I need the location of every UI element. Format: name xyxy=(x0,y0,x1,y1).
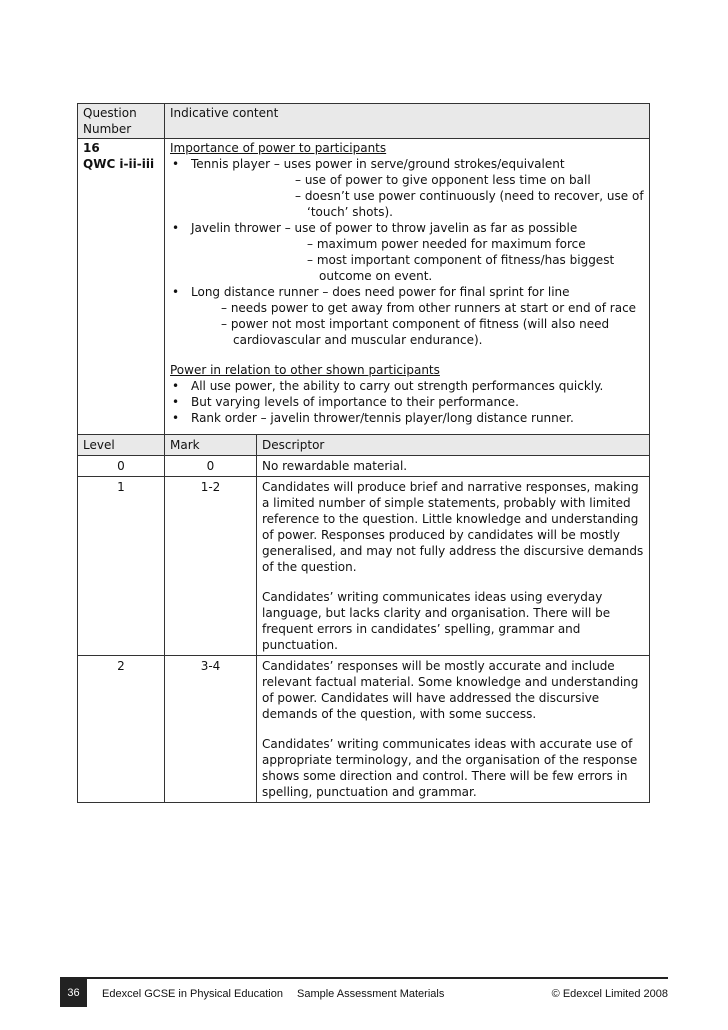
descriptor-text: Candidates’ writing communicates ideas using everyday language, but lacks clarity and organisation. There will be frequent errors in candidates’ spelling, grammar and punctuation. xyxy=(262,590,611,652)
question-number-header: Question Number xyxy=(78,104,165,139)
descriptor-text: Candidates will produce brief and narrative responses, making a limited number of simple statements, probably with limited reference to the question. Little knowledge and understanding of power. Responses produced by candidates will be mostly generalised, and may not fully address the discursive demands of the question. xyxy=(262,480,644,574)
list-item: • Rank order – javelin thrower/tennis player/long distance runner. xyxy=(170,410,644,426)
footer-title: Edexcel GCSE in Physical Education xyxy=(102,988,283,1000)
levels-table xyxy=(77,434,650,803)
list-item: • But varying levels of importance to their performance. xyxy=(170,394,644,410)
indicative-content-header: Indicative content xyxy=(165,104,650,139)
level-value: 0 xyxy=(78,456,165,477)
participant-list xyxy=(170,156,644,348)
table-row xyxy=(78,656,650,803)
indicative-content-cell xyxy=(165,139,650,435)
question-table xyxy=(77,103,650,435)
descriptor-header: Descriptor xyxy=(257,435,650,456)
question-number-cell xyxy=(78,139,165,435)
descriptor-text: No rewardable material. xyxy=(257,456,650,477)
footer-copyright: © Edexcel Limited 2008 xyxy=(551,988,668,1000)
levels-header xyxy=(78,435,650,456)
table-row xyxy=(78,477,650,656)
qwc-label: QWC i-ii-iii xyxy=(83,157,155,171)
descriptor-cell xyxy=(257,477,650,656)
mark-scheme xyxy=(77,103,649,803)
descriptor-cell xyxy=(257,656,650,803)
level-value: 2 xyxy=(78,656,165,803)
question-table-header xyxy=(78,104,650,139)
list-item: • All use power, the ability to carry out strength performances quickly. xyxy=(170,378,644,394)
section-title-relation: Power in relation to other shown participants xyxy=(170,363,440,377)
table-row xyxy=(78,456,650,477)
page-footer xyxy=(60,977,668,1009)
section-title-importance: Importance of power to participants xyxy=(170,141,387,155)
relation-list xyxy=(170,378,644,426)
descriptor-text: Candidates’ responses will be mostly accurate and include relevant factual material. Some knowledge and understanding of power. Candidates will have addressed the discursive demands of the question, with some success. xyxy=(262,659,639,721)
mark-header: Mark xyxy=(165,435,257,456)
mark-value: 1-2 xyxy=(165,477,257,656)
descriptor-text: Candidates’ writing communicates ideas with accurate use of appropriate terminology, and the organisation of the response shows some direction and control. There will be few errors in spelling, punctuation and grammar. xyxy=(262,737,638,799)
level-value: 1 xyxy=(78,477,165,656)
question-row xyxy=(78,139,650,435)
question-number: 16 xyxy=(83,141,100,155)
mark-value: 3-4 xyxy=(165,656,257,803)
list-item-javelin: • Javelin thrower – use of power to throw javelin as far as possible – maximum power needed for maximum force – most important component of fitness/has biggest outcome on event. xyxy=(170,220,644,284)
list-item-tennis: • Tennis player – uses power in serve/ground strokes/equivalent – use of power to give opponent less time on ball – doesn’t use power continuously (need to recover, use of ‘touch’ shots). xyxy=(170,156,644,220)
footer-subtitle: Sample Assessment Materials xyxy=(297,988,445,1000)
list-item-runner: • Long distance runner – does need power for final sprint for line – needs power to get away from other runners at start or end of race – power not most important component of fitness (will also need cardiovascular and muscular endurance). xyxy=(170,284,644,348)
page-number: 36 xyxy=(60,979,87,1007)
mark-value: 0 xyxy=(165,456,257,477)
level-header: Level xyxy=(78,435,165,456)
